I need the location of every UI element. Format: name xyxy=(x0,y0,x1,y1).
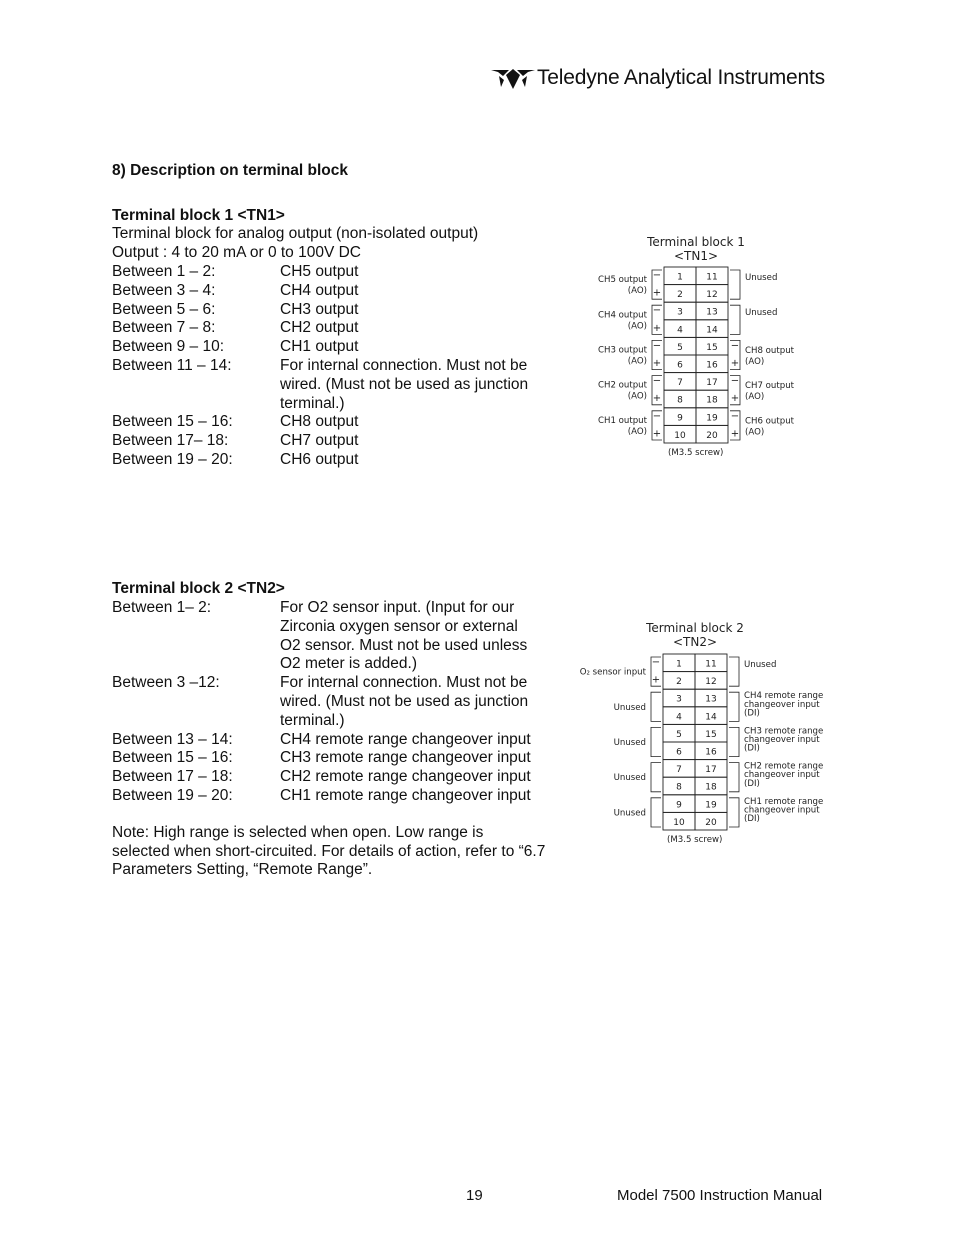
terminal-right-label: CH6 output xyxy=(745,416,795,427)
tn2-function-line: For internal connection. Must not be xyxy=(280,674,528,692)
terminal-number: 1 xyxy=(677,272,683,283)
terminal-number: 11 xyxy=(706,272,718,283)
polarity-plus: + xyxy=(730,393,740,405)
polarity-minus: − xyxy=(652,375,662,387)
tn1-terminal-range: Between 19 – 20: xyxy=(112,451,233,468)
terminal-number: 6 xyxy=(676,747,682,758)
tn1-function xyxy=(280,413,562,432)
terminal-right-label: CH7 output xyxy=(745,381,795,392)
terminal-number: 2 xyxy=(676,677,682,688)
terminal-right-label: changeover input xyxy=(744,770,820,781)
pair-bracket xyxy=(730,270,740,299)
tn1-function-line: CH1 output xyxy=(280,338,359,356)
terminal-number: 20 xyxy=(705,817,717,828)
polarity-plus: + xyxy=(652,428,662,440)
terminal-number: 2 xyxy=(677,290,683,301)
polarity-plus: + xyxy=(652,287,662,299)
tn1-terminal-range: Between 15 – 16: xyxy=(112,413,233,431)
terminal-right-label: (DI) xyxy=(744,814,760,824)
tn2-function xyxy=(280,749,562,768)
polarity-minus: − xyxy=(730,410,740,422)
tn1-intro-2: Output : 4 to 20 mA or 0 to 100V DC xyxy=(112,244,361,261)
terminal-number: 4 xyxy=(676,712,682,723)
tn2-terminal-range: Between 17 – 18: xyxy=(112,768,233,786)
diagram-footnote: (M3.5 screw) xyxy=(668,448,724,458)
terminal-number: 5 xyxy=(677,342,683,353)
polarity-plus: + xyxy=(652,322,662,334)
pair-bracket xyxy=(651,727,661,756)
terminal-number: 4 xyxy=(677,325,683,336)
tn1-terminal-range: Between 3 – 4: xyxy=(112,281,216,299)
terminal-number: 7 xyxy=(676,765,682,776)
tn1-title: Terminal block 1 <TN1> xyxy=(112,207,285,224)
terminal-number: 8 xyxy=(677,395,683,406)
terminal-number: 20 xyxy=(706,430,718,441)
polarity-minus: − xyxy=(652,270,662,281)
terminal-number: 17 xyxy=(705,765,717,776)
terminal-number: 16 xyxy=(706,360,718,371)
tn1-function xyxy=(280,319,562,338)
tn2-function-line: CH2 remote range changeover input xyxy=(280,768,531,786)
terminal-left-label: CH5 output xyxy=(597,275,647,286)
terminal-left-label: Unused xyxy=(613,773,646,784)
tn2-function-line: Zirconia oxygen sensor or external xyxy=(280,617,518,635)
terminal-number: 12 xyxy=(706,290,718,301)
terminal-number: 19 xyxy=(706,413,718,424)
terminal-right-label: (AO) xyxy=(745,392,765,403)
polarity-minus: − xyxy=(652,305,662,317)
page-number: 19 xyxy=(466,1187,483,1204)
pair-bracket xyxy=(651,798,661,827)
pair-bracket xyxy=(729,692,739,721)
tn2-note-1: Note: High range is selected when open. Low range is xyxy=(112,824,484,841)
manual-title: Model 7500 Instruction Manual xyxy=(617,1187,823,1204)
pair-bracket xyxy=(729,763,739,792)
terminal-number: 16 xyxy=(705,747,717,758)
tn1-function-line: terminal.) xyxy=(280,394,345,412)
terminal-left-label: (AO) xyxy=(627,286,647,297)
teledyne-logo-icon xyxy=(490,67,536,91)
terminal-number: 7 xyxy=(677,378,683,389)
terminal-right-label: (AO) xyxy=(745,427,765,438)
tn1-intro-1: Terminal block for analog output (non-isolated output) xyxy=(112,225,479,242)
polarity-minus: − xyxy=(652,410,662,422)
pair-bracket xyxy=(729,727,739,756)
tn1-function xyxy=(280,263,562,282)
company-name: Teledyne Analytical Instruments xyxy=(537,66,825,89)
tn1-function xyxy=(280,357,562,413)
polarity-plus: + xyxy=(730,428,740,440)
pair-bracket xyxy=(651,763,661,792)
terminal-number: 1 xyxy=(676,659,682,670)
tn2-function-line: For O2 sensor input. (Input for our xyxy=(280,599,515,616)
terminal-right-label: (DI) xyxy=(744,708,760,719)
diagram-footnote: (M3.5 screw) xyxy=(667,835,723,845)
terminal-number: 11 xyxy=(705,659,717,670)
terminal-left-label: Unused xyxy=(613,702,646,713)
terminal-number: 18 xyxy=(705,782,717,793)
tn1-terminal-range: Between 17– 18: xyxy=(112,432,229,450)
tn2-terminal-range: Between 15 – 16: xyxy=(112,749,233,767)
polarity-minus: − xyxy=(651,657,661,668)
tn1-function-line: For internal connection. Must not be xyxy=(280,357,528,374)
terminal-right-label: changeover input xyxy=(744,735,820,745)
terminal-number: 10 xyxy=(673,817,685,828)
terminal-number: 15 xyxy=(706,342,718,353)
polarity-plus: + xyxy=(651,674,661,686)
terminal-number: 15 xyxy=(705,729,717,740)
polarity-plus: + xyxy=(730,358,740,369)
terminal-number: 5 xyxy=(676,729,682,740)
tn1-function-line: CH8 output xyxy=(280,413,359,431)
terminal-right-label: CH3 remote range xyxy=(744,726,824,737)
polarity-minus: − xyxy=(730,375,740,387)
section-heading: 8) Description on terminal block xyxy=(112,162,348,179)
terminal-right-label: CH4 remote range xyxy=(744,691,824,702)
terminal-number: 8 xyxy=(676,782,682,793)
tn2-terminal-range: Between 13 – 14: xyxy=(112,730,233,748)
tn2-note-2: selected when short-circuited. For details of action, refer to “6.7 xyxy=(112,843,546,860)
terminal-number: 19 xyxy=(705,800,717,811)
polarity-minus: − xyxy=(730,340,740,352)
terminal-left-label: Unused xyxy=(613,738,646,748)
tn2-function-line: CH1 remote range changeover input xyxy=(280,787,531,804)
terminal-left-label: CH4 output xyxy=(597,310,647,321)
terminal-right-label: Unused xyxy=(744,660,777,670)
tn1-terminal-range: Between 9 – 10: xyxy=(112,338,225,356)
diagram-subtitle: <TN2> xyxy=(672,635,718,649)
tn2-function xyxy=(280,768,562,787)
polarity-plus: + xyxy=(652,393,662,405)
tn1-function xyxy=(280,301,562,320)
tn1-function-line: CH7 output xyxy=(280,432,359,450)
terminal-block-2-diagram xyxy=(576,618,836,850)
polarity-minus: − xyxy=(652,340,662,352)
diagram-title: Terminal block 1 xyxy=(647,235,745,249)
tn2-note-3: Parameters Setting, “Remote Range”. xyxy=(112,861,373,878)
tn2-title: Terminal block 2 <TN2> xyxy=(112,580,285,597)
tn2-function-line: terminal.) xyxy=(280,711,345,729)
polarity-plus: + xyxy=(652,358,662,369)
terminal-number: 17 xyxy=(706,378,718,389)
tn1-function-line: CH3 output xyxy=(280,300,359,318)
tn2-terminal-range: Between 19 – 20: xyxy=(112,787,233,804)
tn1-function-line: CH6 output xyxy=(280,451,359,468)
pair-bracket xyxy=(651,692,661,721)
terminal-block-1-diagram xyxy=(590,232,810,462)
terminal-number: 13 xyxy=(706,307,718,318)
tn1-function xyxy=(280,432,562,451)
terminal-left-label: CH2 output xyxy=(597,380,647,391)
terminal-number: 14 xyxy=(705,712,717,723)
terminal-left-label: (AO) xyxy=(627,391,647,402)
pair-bracket xyxy=(729,657,739,686)
tn2-function xyxy=(280,731,562,750)
terminal-number: 6 xyxy=(677,360,683,371)
terminal-right-label: CH1 remote range xyxy=(744,796,824,807)
terminal-right-label: Unused xyxy=(745,308,778,319)
terminal-left-label: (AO) xyxy=(627,426,647,437)
tn1-terminal-range: Between 5 – 6: xyxy=(112,300,216,318)
terminal-left-label: CH1 output xyxy=(597,415,647,426)
terminal-left-label: (AO) xyxy=(627,356,647,367)
terminal-left-label: Unused xyxy=(613,808,646,819)
tn2-function-line: wired. (Must not be used as junction xyxy=(280,692,529,710)
tn2-function-line: O2 sensor. Must not be used unless xyxy=(280,636,528,654)
tn2-function xyxy=(280,599,562,674)
terminal-number: 13 xyxy=(705,694,717,705)
tn1-terminal-range: Between 1 – 2: xyxy=(112,263,216,280)
tn1-function-line: CH4 output xyxy=(280,281,359,299)
tn1-function-line: CH5 output xyxy=(280,263,359,280)
tn1-terminal-range: Between 7 – 8: xyxy=(112,319,216,337)
tn1-terminal-range: Between 11 – 14: xyxy=(112,357,232,374)
tn2-function xyxy=(280,674,562,730)
terminal-right-label: changeover input xyxy=(744,805,820,816)
tn1-function-line: CH2 output xyxy=(280,319,359,337)
terminal-number: 14 xyxy=(706,325,718,336)
terminal-left-label: (AO) xyxy=(627,321,647,332)
terminal-number: 18 xyxy=(706,395,718,406)
tn1-function xyxy=(280,338,562,357)
terminal-number: 12 xyxy=(705,677,717,688)
terminal-right-label: (AO) xyxy=(745,357,765,367)
tn2-terminal-range: Between 3 –12: xyxy=(112,674,220,692)
diagram-title: Terminal block 2 xyxy=(646,621,744,635)
terminal-right-label: CH8 output xyxy=(745,346,795,356)
tn1-function xyxy=(280,282,562,301)
terminal-right-label: (DI) xyxy=(744,778,760,789)
tn2-terminal-range: Between 1– 2: xyxy=(112,599,212,616)
pair-bracket xyxy=(729,798,739,827)
terminal-number: 3 xyxy=(676,694,682,705)
terminal-right-label: (DI) xyxy=(744,743,760,754)
terminal-left-label: CH3 output xyxy=(597,345,647,356)
tn2-function-line: CH4 remote range changeover input xyxy=(280,730,531,748)
terminal-number: 9 xyxy=(676,800,682,811)
tn2-function-line: O2 meter is added.) xyxy=(280,655,417,673)
pair-bracket xyxy=(730,305,740,334)
terminal-right-label: CH2 remote range xyxy=(744,761,824,772)
terminal-right-label: Unused xyxy=(745,273,778,283)
terminal-right-label: changeover input xyxy=(744,699,820,710)
diagram-subtitle: <TN1> xyxy=(673,249,719,263)
terminal-number: 10 xyxy=(674,430,686,441)
terminal-left-label: O₂ sensor input xyxy=(579,667,646,678)
terminal-number: 3 xyxy=(677,307,683,318)
tn1-function-line: wired. (Must not be used as junction xyxy=(280,375,529,393)
tn1-function xyxy=(280,451,562,470)
tn2-function-line: CH3 remote range changeover input xyxy=(280,749,531,767)
terminal-number: 9 xyxy=(677,413,683,424)
tn2-function xyxy=(280,787,562,806)
